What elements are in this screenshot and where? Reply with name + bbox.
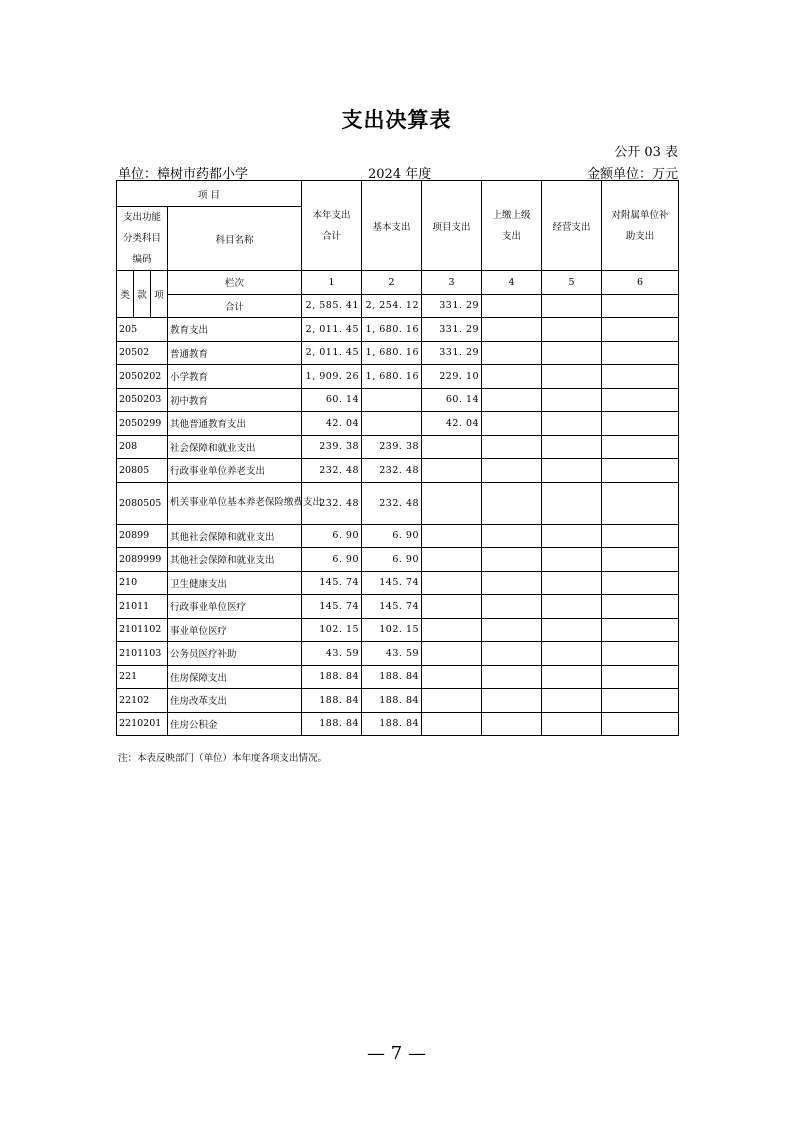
row-upper-cell	[482, 412, 542, 436]
col-number-6: 6	[602, 271, 679, 295]
total-amount: 2, 585. 41	[302, 294, 362, 318]
row-code: 221	[117, 665, 168, 689]
row-upper-cell	[482, 318, 542, 342]
header-basic: 基本支出	[362, 181, 422, 271]
header-row-item	[117, 181, 679, 207]
row-total-cell: 2, 011. 45	[302, 318, 362, 342]
row-total-cell: 232. 48	[302, 459, 362, 483]
row-basic-cell	[362, 388, 422, 412]
header-xiang: 项	[151, 271, 168, 318]
total-label: 合计	[168, 294, 302, 318]
row-subsidy-cell	[602, 712, 679, 736]
row-total-cell: 43. 59	[302, 642, 362, 666]
row-business-cell	[542, 482, 602, 524]
row-total-cell: 239. 38	[302, 435, 362, 459]
row-subsidy-cell	[602, 618, 679, 642]
row-subsidy-cell	[602, 459, 679, 483]
row-code: 2050299	[117, 412, 168, 436]
row-total-cell: 145. 74	[302, 595, 362, 619]
table-row	[117, 412, 679, 436]
row-basic-cell	[362, 412, 422, 436]
row-project-cell	[422, 665, 482, 689]
table-note: 注：本表反映部门（单位）本年度各项支出情况。	[118, 753, 328, 764]
unit-line	[118, 163, 678, 181]
row-total-cell: 188. 84	[302, 689, 362, 713]
row-upper-cell	[482, 388, 542, 412]
row-project-cell	[422, 571, 482, 595]
col-number-4: 4	[482, 271, 542, 295]
row-basic-cell: 145. 74	[362, 571, 422, 595]
row-business-cell	[542, 595, 602, 619]
table-row	[117, 318, 679, 342]
row-business-cell	[542, 524, 602, 548]
table-row	[117, 482, 679, 524]
row-upper-cell	[482, 482, 542, 524]
row-project-cell	[422, 689, 482, 713]
row-subject-name: 住房公积金	[168, 712, 302, 736]
row-subsidy-cell	[602, 665, 679, 689]
row-code: 20899	[117, 524, 168, 548]
col-number-2: 2	[362, 271, 422, 295]
row-subject-name: 普通教育	[168, 341, 302, 365]
row-project-cell: 331. 29	[422, 341, 482, 365]
row-subsidy-cell	[602, 548, 679, 572]
row-subject-name: 事业单位医疗	[168, 618, 302, 642]
header-subsidy-line2: 助支出	[625, 230, 655, 242]
row-total-cell: 6. 90	[302, 524, 362, 548]
row-project-cell	[422, 712, 482, 736]
row-project-cell	[422, 618, 482, 642]
row-total-cell: 60. 14	[302, 388, 362, 412]
row-subject-name: 住房保障支出	[168, 665, 302, 689]
table-row	[117, 341, 679, 365]
row-subsidy-cell	[602, 435, 679, 459]
header-subject-name: 科目名称	[168, 207, 302, 271]
row-project-cell	[422, 548, 482, 572]
row-subsidy-cell	[602, 524, 679, 548]
header-lanci: 栏次	[168, 271, 302, 295]
header-upper-line1: 上缴上级	[492, 209, 531, 221]
table-row	[117, 459, 679, 483]
row-upper-cell	[482, 712, 542, 736]
row-subsidy-cell	[602, 689, 679, 713]
row-total-cell: 145. 74	[302, 571, 362, 595]
row-subsidy-cell	[602, 412, 679, 436]
total-subsidy	[602, 294, 679, 318]
row-upper-cell	[482, 642, 542, 666]
row-code: 21011	[117, 595, 168, 619]
row-project-cell	[422, 642, 482, 666]
row-basic-cell: 6. 90	[362, 548, 422, 572]
row-upper-cell	[482, 365, 542, 389]
row-total-cell: 188. 84	[302, 712, 362, 736]
row-basic-cell: 1, 680. 16	[362, 365, 422, 389]
row-business-cell	[542, 689, 602, 713]
fiscal-year: 2024 年度	[368, 167, 432, 182]
row-total-cell: 188. 84	[302, 665, 362, 689]
table-row	[117, 642, 679, 666]
row-basic-cell: 6. 90	[362, 524, 422, 548]
header-total-line1: 本年支出	[312, 209, 351, 221]
row-code: 2080505	[117, 482, 168, 524]
row-project-cell: 42. 04	[422, 412, 482, 436]
total-basic: 2, 254. 12	[362, 294, 422, 318]
row-basic-cell: 188. 84	[362, 689, 422, 713]
row-business-cell	[542, 571, 602, 595]
row-business-cell	[542, 618, 602, 642]
header-item: 项 目	[117, 181, 302, 207]
row-basic-cell: 145. 74	[362, 595, 422, 619]
row-basic-cell: 1, 680. 16	[362, 341, 422, 365]
table-row	[117, 365, 679, 389]
row-subject-name: 卫生健康支出	[168, 571, 302, 595]
row-upper-cell	[482, 459, 542, 483]
row-business-cell	[542, 412, 602, 436]
row-subsidy-cell	[602, 388, 679, 412]
row-subsidy-cell	[602, 318, 679, 342]
row-subsidy-cell	[602, 595, 679, 619]
col-number-3: 3	[422, 271, 482, 295]
row-business-cell	[542, 459, 602, 483]
row-business-cell	[542, 665, 602, 689]
row-total-cell: 102. 15	[302, 618, 362, 642]
row-basic-cell: 102. 15	[362, 618, 422, 642]
row-subject-name: 其他社会保障和就业支出	[168, 548, 302, 572]
row-upper-cell	[482, 548, 542, 572]
header-func-code	[117, 207, 168, 271]
row-subject-name: 教育支出	[168, 318, 302, 342]
row-basic-cell: 188. 84	[362, 712, 422, 736]
row-subject-name: 小学教育	[168, 365, 302, 389]
table-row	[117, 689, 679, 713]
row-code: 20805	[117, 459, 168, 483]
row-code: 22102	[117, 689, 168, 713]
row-project-cell	[422, 459, 482, 483]
row-upper-cell	[482, 595, 542, 619]
total-row	[117, 294, 679, 318]
row-project-cell: 229. 10	[422, 365, 482, 389]
page-title: 支出决算表	[341, 107, 452, 132]
row-code: 2210201	[117, 712, 168, 736]
row-total-cell: 42. 04	[302, 412, 362, 436]
header-subsidy-line1: 对附属单位补	[611, 209, 669, 221]
row-upper-cell	[482, 618, 542, 642]
table-row	[117, 571, 679, 595]
row-business-cell	[542, 365, 602, 389]
row-code: 2050202	[117, 365, 168, 389]
row-subsidy-cell	[602, 365, 679, 389]
row-upper-cell	[482, 524, 542, 548]
row-code: 2101103	[117, 642, 168, 666]
row-project-cell: 331. 29	[422, 318, 482, 342]
table-row	[117, 524, 679, 548]
row-code: 2050203	[117, 388, 168, 412]
col-number-5: 5	[542, 271, 602, 295]
header-upper-line2: 支出	[502, 230, 522, 242]
row-code: 208	[117, 435, 168, 459]
header-business: 经营支出	[542, 181, 602, 271]
header-total-line2: 合计	[322, 230, 342, 242]
table-row	[117, 618, 679, 642]
header-func-code-line3: 编码	[132, 254, 152, 265]
row-basic-cell: 43. 59	[362, 642, 422, 666]
header-kuan: 款	[134, 271, 151, 318]
row-basic-cell: 188. 84	[362, 665, 422, 689]
row-subject-name: 机关事业单位基本养老保险缴费支出	[168, 482, 302, 524]
row-subsidy-cell	[602, 571, 679, 595]
row-code: 210	[117, 571, 168, 595]
total-business	[542, 294, 602, 318]
row-project-cell: 60. 14	[422, 388, 482, 412]
row-basic-cell: 232. 48	[362, 482, 422, 524]
table-row	[117, 388, 679, 412]
table-row	[117, 548, 679, 572]
row-total-cell: 1, 909. 26	[302, 365, 362, 389]
row-subject-name: 其他普通教育支出	[168, 412, 302, 436]
row-code: 205	[117, 318, 168, 342]
row-upper-cell	[482, 665, 542, 689]
row-project-cell	[422, 524, 482, 548]
row-upper-cell	[482, 571, 542, 595]
row-upper-cell	[482, 435, 542, 459]
row-basic-cell: 239. 38	[362, 435, 422, 459]
row-business-cell	[542, 712, 602, 736]
row-business-cell	[542, 642, 602, 666]
row-project-cell	[422, 482, 482, 524]
total-project: 331. 29	[422, 294, 482, 318]
row-business-cell	[542, 435, 602, 459]
header-subsidy	[602, 181, 679, 271]
row-subject-name: 住房改革支出	[168, 689, 302, 713]
row-code: 20502	[117, 341, 168, 365]
row-business-cell	[542, 318, 602, 342]
row-subsidy-cell	[602, 341, 679, 365]
row-project-cell	[422, 595, 482, 619]
row-code: 2089999	[117, 548, 168, 572]
table-row	[117, 712, 679, 736]
header-total	[302, 181, 362, 271]
row-total-cell: 232. 48	[302, 482, 362, 524]
amount-unit: 金额单位：万元	[586, 167, 678, 182]
row-subsidy-cell	[602, 642, 679, 666]
row-subject-name: 公务员医疗补助	[168, 642, 302, 666]
header-row-lanci	[117, 271, 679, 295]
unit-name: 单位：樟树市药都小学	[118, 167, 249, 182]
table-row	[117, 665, 679, 689]
row-upper-cell	[482, 689, 542, 713]
header-lei: 类	[117, 271, 134, 318]
row-total-cell: 2, 011. 45	[302, 341, 362, 365]
header-func-code-line2: 分类科目	[122, 233, 161, 244]
header-func-code-line1: 支出功能	[122, 212, 161, 223]
row-subject-name: 行政事业单位医疗	[168, 595, 302, 619]
row-project-cell	[422, 435, 482, 459]
row-basic-cell: 1, 680. 16	[362, 318, 422, 342]
page-number: — 7 —	[367, 1043, 426, 1064]
row-business-cell	[542, 548, 602, 572]
row-subject-name: 初中教育	[168, 388, 302, 412]
row-upper-cell	[482, 341, 542, 365]
header-upper	[482, 181, 542, 271]
expenditure-table	[116, 180, 679, 736]
col-number-1: 1	[302, 271, 362, 295]
row-subject-name: 其他社会保障和就业支出	[168, 524, 302, 548]
row-business-cell	[542, 388, 602, 412]
row-subsidy-cell	[602, 482, 679, 524]
row-business-cell	[542, 341, 602, 365]
row-total-cell: 6. 90	[302, 548, 362, 572]
table-row	[117, 435, 679, 459]
header-project: 项目支出	[422, 181, 482, 271]
table-number: 公开 03 表	[614, 145, 678, 160]
row-code: 2101102	[117, 618, 168, 642]
row-basic-cell: 232. 48	[362, 459, 422, 483]
row-subject-name: 行政事业单位养老支出	[168, 459, 302, 483]
total-upper	[482, 294, 542, 318]
table-row	[117, 595, 679, 619]
row-subject-name: 社会保障和就业支出	[168, 435, 302, 459]
